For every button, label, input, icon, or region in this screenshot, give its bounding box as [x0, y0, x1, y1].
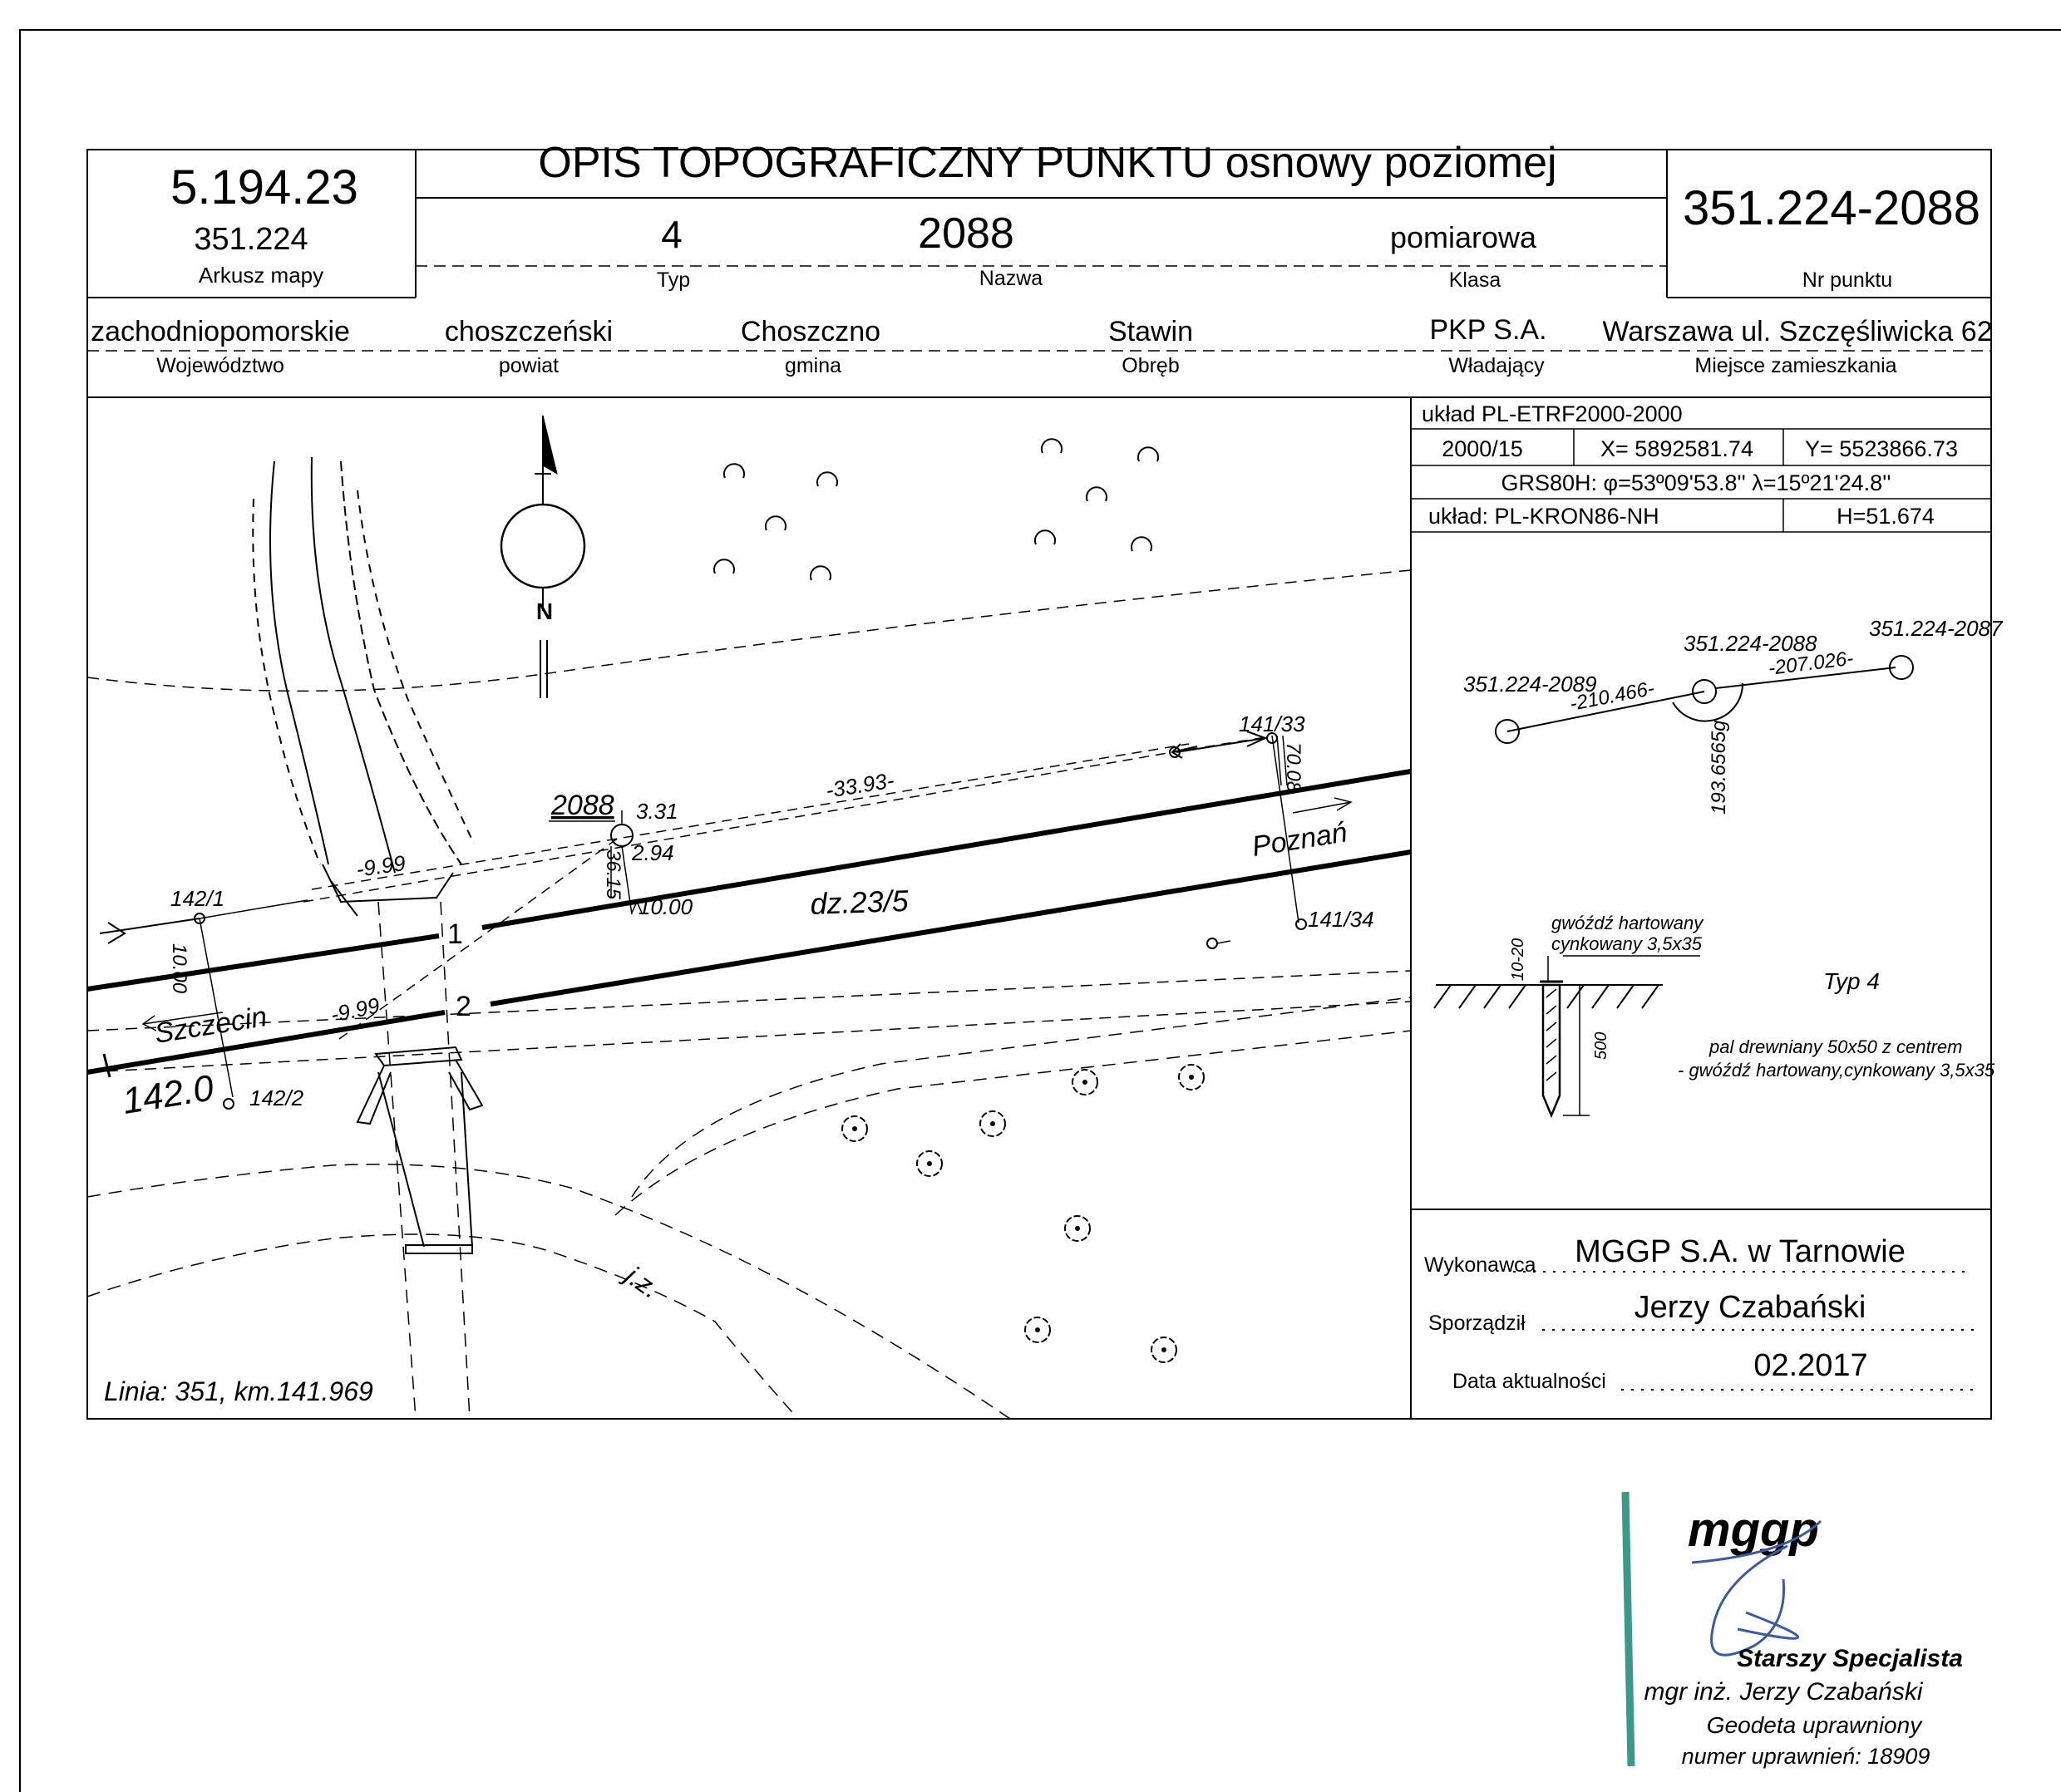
north-arrow-icon [501, 416, 584, 698]
point-141-34: 141/34 [1308, 907, 1374, 932]
precinct-label: Obręb [1122, 354, 1180, 377]
parcel-label: dz.23/5 [809, 883, 910, 921]
residence-label: Miejsce zamieszkania [1694, 354, 1897, 377]
direction-poznan: Poznań [1250, 816, 1350, 863]
dim-500: 500 [1592, 1031, 1610, 1060]
network-point-right: 351.224-2087 [1869, 616, 2003, 641]
dim-7008: 70.08 [1282, 742, 1304, 793]
network-point-mid: 351.224-2088 [1684, 631, 1817, 656]
line-label: Linia: 351, km.141.969 [104, 1376, 373, 1406]
track-1: 1 [447, 918, 463, 950]
coord-y: Y= 5523866.73 [1805, 436, 1958, 461]
voivodeship-label: Województwo [156, 354, 284, 377]
dim-1000: 10.00 [639, 894, 693, 919]
coord-grs: GRS80H: φ=53º09'53.8'' λ=15º21'24.8'' [1501, 470, 1891, 495]
dim-3615: 36.15 [602, 849, 624, 900]
network-angle: 193.6565g [1708, 720, 1730, 815]
sketch-point-label: 2088 [551, 790, 614, 821]
date-label: Data aktualności [1452, 1370, 1606, 1393]
dim-3393: -33.93- [824, 767, 896, 803]
stamp-logo: mggp [1688, 1503, 1819, 1557]
mark-desc-2: - gwóźdź hartowany,cynkowany 3,5x35 [1678, 1060, 1995, 1081]
dim-999-top: -9.99 [354, 849, 407, 882]
point-142-1: 142/1 [170, 886, 225, 911]
coord-x: X= 5892581.74 [1600, 436, 1753, 461]
class-label: Klasa [1448, 268, 1501, 292]
track-2: 2 [456, 991, 471, 1022]
contractor: MGGP S.A. w Tarnowie [1575, 1234, 1906, 1269]
shrub-symbols [714, 439, 1158, 580]
map-sheet-label: Arkusz mapy [198, 263, 324, 288]
commune: Choszczno [740, 316, 881, 347]
type-value: 4 [661, 213, 683, 256]
network-dist-right: -207.026- [1767, 647, 1855, 680]
jz-label: j.z. [619, 1260, 666, 1305]
dim-10-20: 10-20 [1509, 938, 1527, 981]
km-marker: 142.0 [119, 1067, 217, 1122]
tree-symbols [842, 1065, 1204, 1362]
residence: Warszawa ul. Szczęśliwicka 62 [1602, 316, 1993, 347]
page-title: OPIS TOPOGRAFICZNY PUNKTU osnowy poziomej [538, 139, 1557, 187]
stamp-title: Geodeta uprawniony [1706, 1712, 1922, 1738]
height-system: układ: PL-KRON86-NH [1428, 504, 1659, 529]
type-label: Typ [656, 268, 691, 292]
north-label: N [535, 598, 554, 624]
network-point-left: 351.224-2089 [1463, 672, 1597, 697]
voivodeship: zachodniopomorskie [91, 316, 350, 347]
point-141-33: 141/33 [1239, 711, 1305, 736]
point-142-2: 142/2 [249, 1086, 304, 1110]
nail-label: gwóźdź hartowany [1551, 913, 1704, 933]
dim-331: 3.31 [636, 799, 678, 824]
dim-294: 2.94 [632, 840, 674, 865]
contractor-label: Wykonawca [1424, 1253, 1536, 1277]
county: choszczeński [444, 316, 614, 347]
direction-szczecin: Szczecin [152, 1001, 269, 1050]
class-value: pomiarowa [1389, 220, 1537, 254]
point-number: 351.224-2088 [1683, 181, 1980, 235]
stamp-license: numer uprawnień: 18909 [1681, 1744, 1930, 1769]
map-sheet: 351.224 [194, 222, 308, 257]
stamp-role: Starszy Specjalista [1737, 1645, 1963, 1672]
author: Jerzy Czabański [1634, 1290, 1866, 1325]
mark-desc-1: pal drewniany 50x50 z centrem [1709, 1036, 1963, 1057]
nail-label-2: cynkowany 3,5x35 [1551, 933, 1702, 954]
name-value: 2088 [918, 209, 1014, 258]
commune-label: gmina [784, 354, 842, 377]
coord-system: układ PL-ETRF2000-2000 [1422, 401, 1683, 426]
author-label: Sporządził [1428, 1312, 1526, 1335]
coord-zone: 2000/15 [1442, 436, 1523, 461]
name-label: Nazwa [979, 267, 1043, 290]
site-sketch [87, 457, 1411, 1419]
mark-detail [1434, 956, 1700, 1115]
point-number-label: Nr punktu [1802, 268, 1893, 292]
dim-1000-left: 10.00 [168, 943, 190, 994]
dim-999-bottom: -9.99 [328, 992, 382, 1027]
height-value: H=51.674 [1837, 504, 1935, 529]
precinct: Stawin [1107, 316, 1194, 347]
map-sheet-code: 5.194.23 [170, 160, 358, 214]
mark-type: Typ 4 [1823, 968, 1880, 994]
stamp-person: mgr inż. Jerzy Czabański [1644, 1678, 1923, 1706]
date: 02.2017 [1753, 1348, 1868, 1383]
county-label: powiat [498, 354, 560, 377]
owner-label: Władający [1448, 354, 1545, 377]
signature-stamp [1625, 1492, 1963, 1769]
owner: PKP S.A. [1429, 314, 1547, 346]
network-dist-left: -210.466- [1567, 677, 1657, 716]
